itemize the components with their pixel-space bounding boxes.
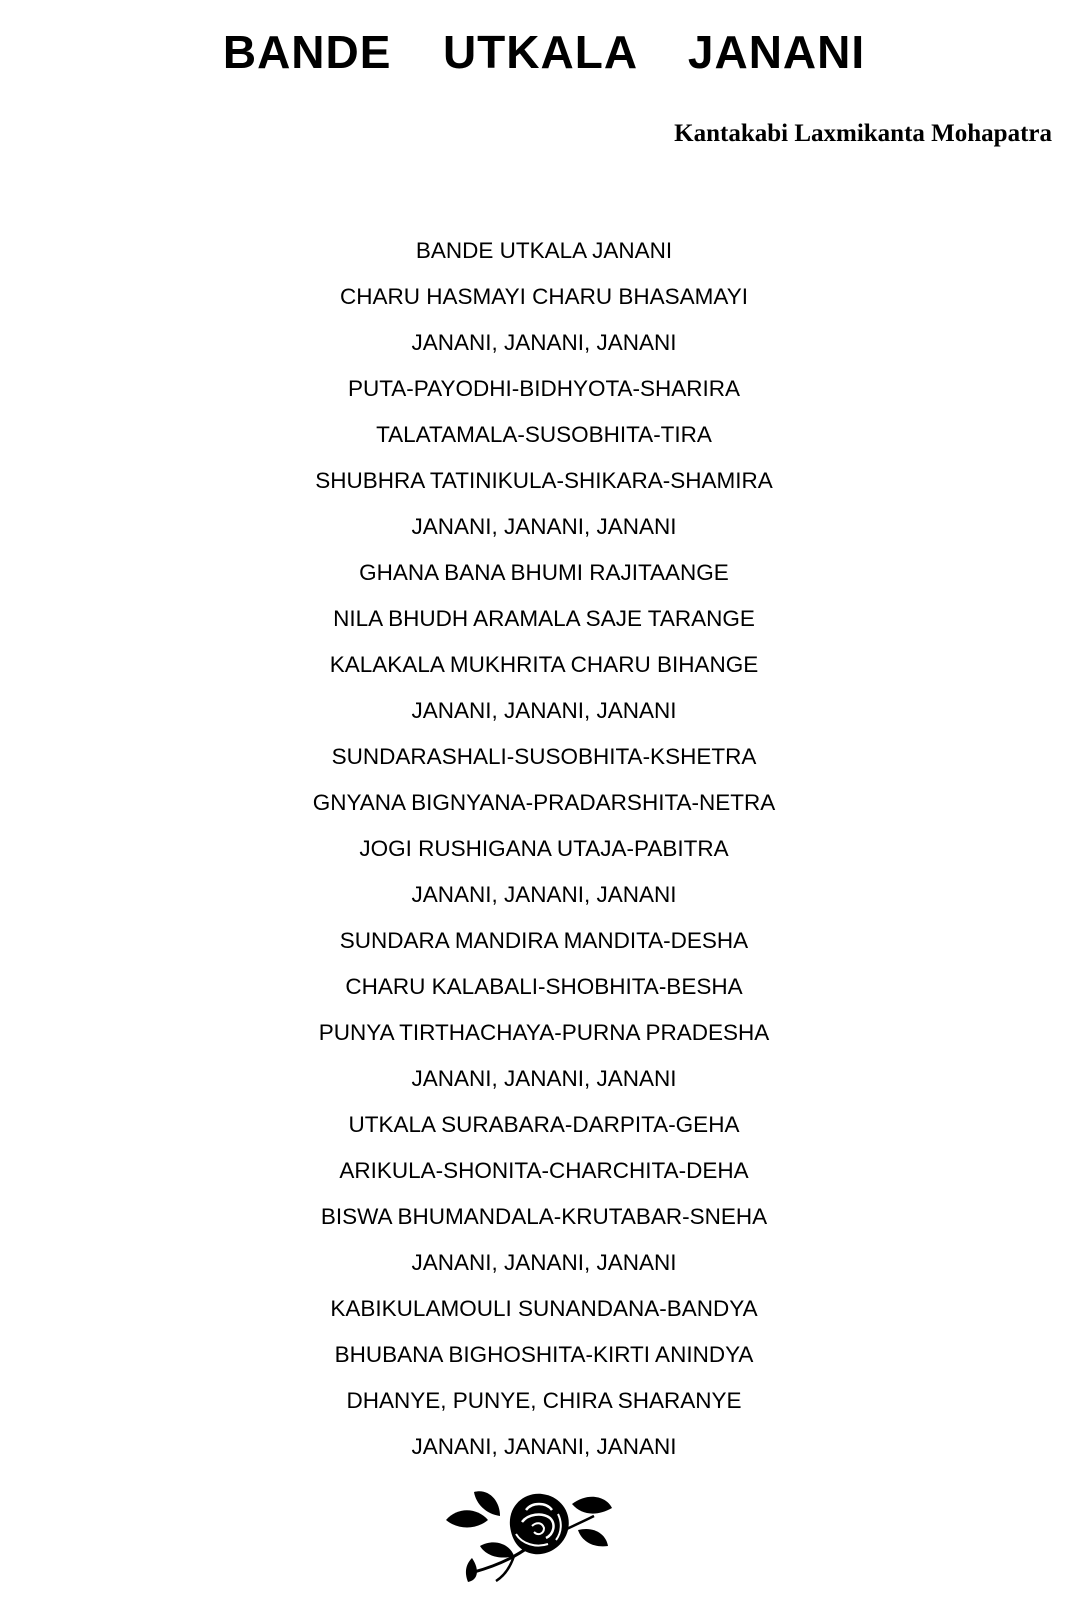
lyric-line: BISWA BHUMANDALA-KRUTABAR-SNEHA	[320, 1204, 768, 1229]
lyric-line: JANANI, JANANI, JANANI	[411, 698, 677, 723]
lyric-line: SUNDARASHALI-SUSOBHITA-KSHETRA	[331, 744, 757, 769]
lyric-line: TALATAMALA-SUSOBHITA-TIRA	[376, 422, 712, 447]
lyric-line: JOGI RUSHIGANA UTAJA-PABITRA	[359, 836, 729, 861]
lyric-line: JANANI, JANANI, JANANI	[411, 882, 677, 907]
page-title: BANDE UTKALA JANANI	[222, 26, 866, 78]
lyric-line: PUNYA TIRTHACHAYA-PURNA PRADESHA	[318, 1020, 770, 1045]
author-name: Kantakabi Laxmikanta Mohapatra	[674, 120, 1052, 147]
lyric-line: DHANYE, PUNYE, CHIRA SHARANYE	[346, 1388, 742, 1413]
lyric-line: SHUBHRA TATINIKULA-SHIKARA-SHAMIRA	[315, 468, 773, 493]
lyric-line: SUNDARA MANDIRA MANDITA-DESHA	[339, 928, 749, 953]
rose-icon	[444, 1486, 614, 1582]
lyric-line: GNYANA BIGNYANA-PRADARSHITA-NETRA	[312, 790, 776, 815]
lyric-line: JANANI, JANANI, JANANI	[411, 1434, 677, 1459]
lyric-line: NILA BHUDH ARAMALA SAJE TARANGE	[333, 606, 755, 631]
lyrics-list	[0, 228, 1088, 1470]
lyric-line: ARIKULA-SHONITA-CHARCHITA-DEHA	[339, 1158, 749, 1183]
lyric-line: JANANI, JANANI, JANANI	[411, 1250, 677, 1275]
lyric-line: JANANI, JANANI, JANANI	[411, 330, 677, 355]
lyric-line: BANDE UTKALA JANANI	[415, 238, 673, 263]
lyric-line: JANANI, JANANI, JANANI	[411, 514, 677, 539]
lyric-line: UTKALA SURABARA-DARPITA-GEHA	[348, 1112, 740, 1137]
lyric-line: KALAKALA MUKHRITA CHARU BIHANGE	[329, 652, 759, 677]
lyric-line: BHUBANA BIGHOSHITA-KIRTI ANINDYA	[334, 1342, 754, 1367]
lyric-line: PUTA-PAYODHI-BIDHYOTA-SHARIRA	[347, 376, 741, 401]
lyric-line: CHARU HASMAYI CHARU BHASAMAYI	[340, 284, 748, 309]
lyric-line: JANANI, JANANI, JANANI	[411, 1066, 677, 1091]
lyric-line: GHANA BANA BHUMI RAJITAANGE	[359, 560, 729, 585]
lyric-line: CHARU KALABALI-SHOBHITA-BESHA	[345, 974, 743, 999]
lyric-line: KABIKULAMOULI SUNANDANA-BANDYA	[330, 1296, 758, 1321]
